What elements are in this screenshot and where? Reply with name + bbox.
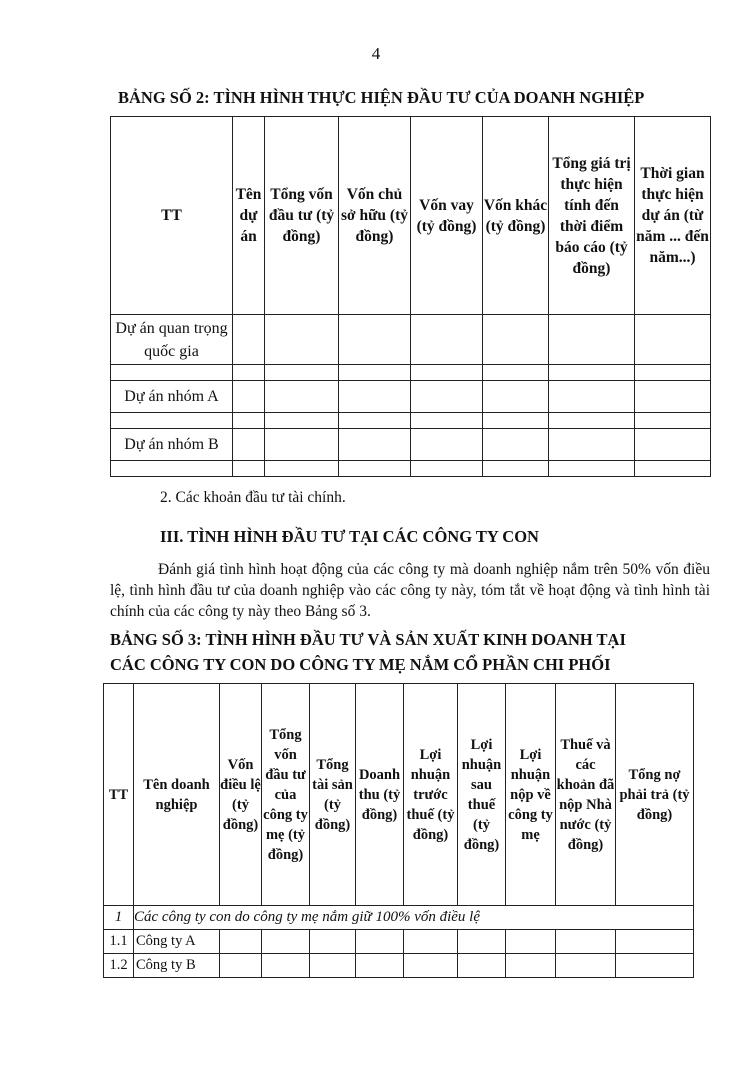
row-label: Dự án nhóm A: [111, 381, 233, 413]
subsidiaries-table: [103, 683, 694, 978]
table-row: [104, 954, 694, 978]
table-row: [111, 461, 711, 477]
group-label: Các công ty con do công ty mẹ nắm giữ 100% vốn điều lệ: [134, 906, 694, 930]
table-row: [111, 381, 711, 413]
table3-header: Tổng nợ phải trả (tỷ đồng): [616, 684, 694, 906]
paragraph: Đánh giá tình hình hoạt động của các công ty mà doanh nghiệp nắm trên 50% vốn điều lệ, tình hình đầu tư của doanh nghiệp vào các công ty này, tóm tắt về hoạt động và tình hình tài chính của các công ty này theo Bảng số 3.: [110, 561, 710, 620]
table2-header: Vốn khác (tỷ đồng): [483, 117, 549, 315]
table2-header-row: [111, 117, 711, 315]
table2-header: Tổng vốn đầu tư (tỷ đồng): [265, 117, 339, 315]
row-number: 1.1: [104, 930, 134, 954]
table3-header: Tổng tài sản (tỷ đồng): [310, 684, 356, 906]
table3-title-line1: BẢNG SỐ 3: TÌNH HÌNH ĐẦU TƯ VÀ SẢN XUẤT KINH DOANH TẠI: [110, 630, 626, 649]
investment-table: [110, 116, 711, 477]
table-group-row: [104, 906, 694, 930]
table2-header: Thời gian thực hiện dự án (từ năm ... đến năm...): [635, 117, 711, 315]
table3-header-row: [104, 684, 694, 906]
item-2: 2. Các khoản đầu tư tài chính.: [160, 489, 346, 506]
row-number: 1.2: [104, 954, 134, 978]
table-row: [111, 365, 711, 381]
company-name: Công ty A: [134, 930, 220, 954]
row-label: Dự án quan trọng quốc gia: [111, 315, 233, 365]
table3-header: Tên doanh nghiệp: [134, 684, 220, 906]
table-row: [111, 413, 711, 429]
table3-title-line2: CÁC CÔNG TY CON DO CÔNG TY MẸ NẮM CỔ PHẦN CHI PHỐI: [110, 655, 611, 674]
table2-title: BẢNG SỐ 2: TÌNH HÌNH THỰC HIỆN ĐẦU TƯ CỦA DOANH NGHIỆP: [118, 88, 645, 107]
table3-header: Vốn điều lệ (tỷ đồng): [220, 684, 262, 906]
page-number: 4: [371, 44, 381, 63]
table3-header: Lợi nhuận nộp về công ty mẹ: [506, 684, 556, 906]
table2-header: TT: [111, 117, 233, 315]
table3-header: Lợi nhuận trước thuế (tỷ đồng): [404, 684, 458, 906]
table3-header: Lợi nhuận sau thuế (tỷ đồng): [458, 684, 506, 906]
table2-header: Tổng giá trị thực hiện tính đến thời điểm báo cáo (tỷ đồng): [549, 117, 635, 315]
table2-header: Tên dự án: [233, 117, 265, 315]
table-row: [104, 930, 694, 954]
section-3-heading: III. TÌNH HÌNH ĐẦU TƯ TẠI CÁC CÔNG TY CON: [160, 527, 539, 546]
table2-header: Vốn vay (tỷ đồng): [411, 117, 483, 315]
company-name: Công ty B: [134, 954, 220, 978]
table3-header: Thuế và các khoản đã nộp Nhà nước (tỷ đồng): [556, 684, 616, 906]
row-label: Dự án nhóm B: [111, 429, 233, 461]
table3-header: Doanh thu (tỷ đồng): [356, 684, 404, 906]
table-row: [111, 315, 711, 365]
table2-header: Vốn chủ sở hữu (tỷ đồng): [339, 117, 411, 315]
table3-header: Tổng vốn đầu tư của công ty mẹ (tỷ đồng): [262, 684, 310, 906]
group-number: 1: [104, 906, 134, 930]
table-row: [111, 429, 711, 461]
table3-header: TT: [104, 684, 134, 906]
